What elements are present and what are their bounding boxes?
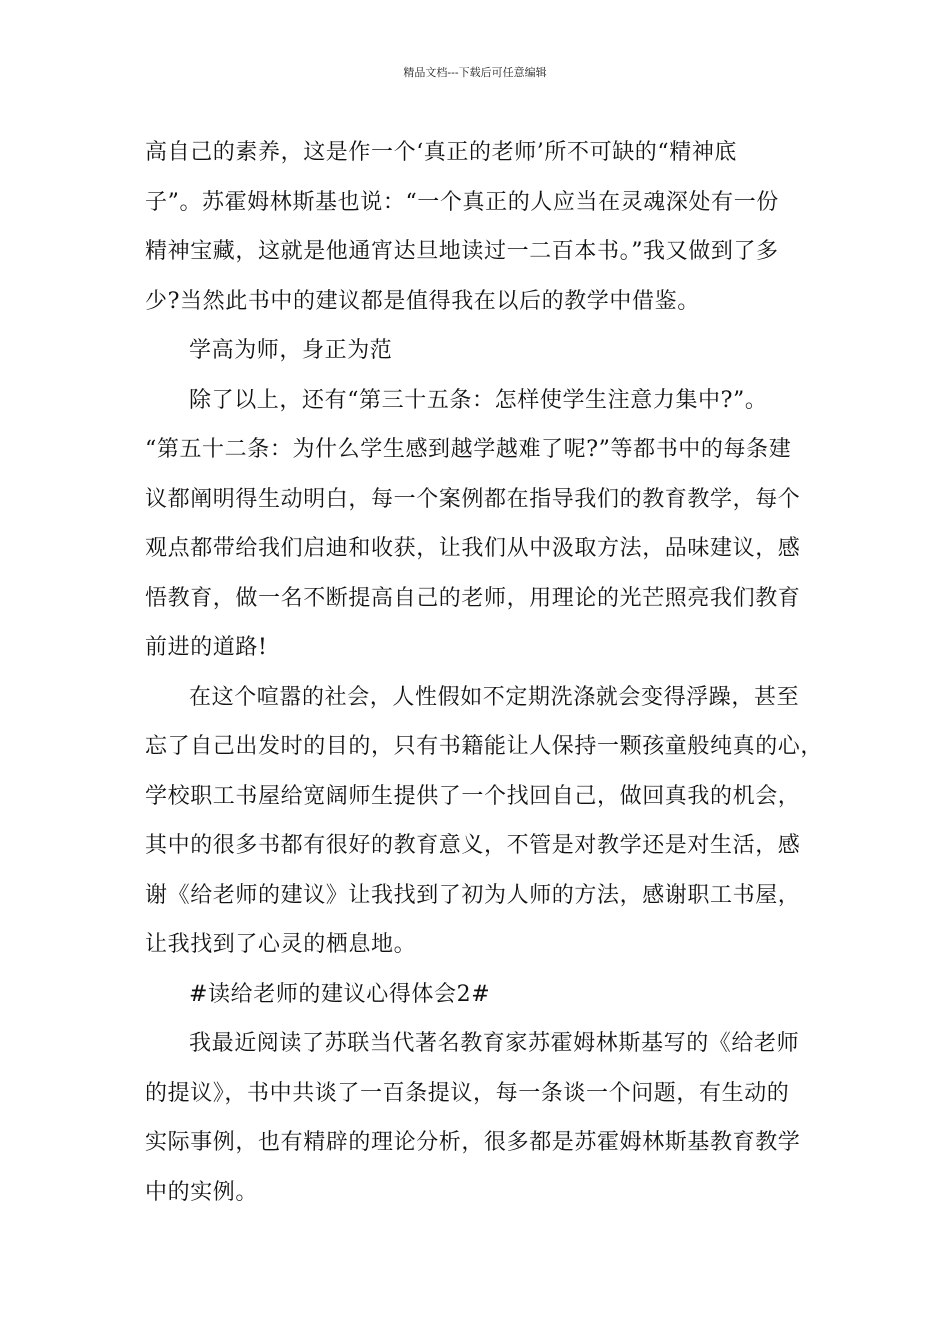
text-line: 让我找到了心灵的栖息地。 xyxy=(145,932,417,957)
text-line: 高自己的素养，这是作一个‘真正的老师’所不可缺的“精神底 xyxy=(145,140,738,165)
text-line: “第五十二条：为什么学生感到越学越难了呢?”等都书中的每条建 xyxy=(145,437,792,462)
text-line: 的提议》，书中共谈了一百条提议，每一条谈一个问题，有生动的 xyxy=(145,1080,790,1106)
text-line: 子”。苏霍姆林斯基也说：“一个真正的人应当在灵魂深处有一份 xyxy=(145,189,779,215)
text-line: 前进的道路! xyxy=(145,635,268,660)
text-line: 除了以上，还有“第三十五条：怎样使学生注意力集中?”。 xyxy=(189,387,768,413)
text-line: 实际事例，也有精辟的理论分析，很多都是苏霍姆林斯基教育教学 xyxy=(145,1130,801,1155)
page-header: 精品文档---下载后可任意编辑 xyxy=(403,66,547,79)
section-heading: #读给老师的建议心得体会2# xyxy=(189,981,491,1007)
text-line: 在这个喧嚣的社会，人性假如不定期洗涤就会变得浮躁，甚至 xyxy=(189,684,800,710)
text-line: 其中的很多书都有很好的教育意义，不管是对教学还是对生活，感 xyxy=(145,833,801,858)
text-line: 我最近阅读了苏联当代著名教育家苏霍姆林斯基写的《给老师 xyxy=(189,1031,800,1056)
document-body xyxy=(145,128,824,1217)
text-line: 议都阐明得生动明白，每一个案例都在指导我们的教育教学，每个 xyxy=(145,486,801,512)
text-line: 中的实例。 xyxy=(145,1179,259,1205)
text-line: 精神宝藏，这就是他通宵达旦地读过一二百本书。”我又做到了多 xyxy=(145,239,779,264)
section-heading: 学高为师，身正为范 xyxy=(189,338,393,363)
text-line: 观点都带给我们启迪和收获，让我们从中汲取方法，品味建议，感 xyxy=(145,536,801,561)
text-line: 少?当然此书中的建议都是值得我在以后的教学中借鉴。 xyxy=(145,288,700,314)
text-line: 忘了自己出发时的目的，只有书籍能让人保持一颗孩童般纯真的心， xyxy=(145,734,824,759)
text-line: 学校职工书屋给宽阔师生提供了一个找回自己，做回真我的机会， xyxy=(145,783,801,809)
text-line: 谢《给老师的建议》让我找到了初为人师的方法，感谢职工书屋， xyxy=(145,882,801,908)
text-line: 悟教育，做一名不断提高自己的老师，用理论的光芒照亮我们教育 xyxy=(145,585,801,611)
